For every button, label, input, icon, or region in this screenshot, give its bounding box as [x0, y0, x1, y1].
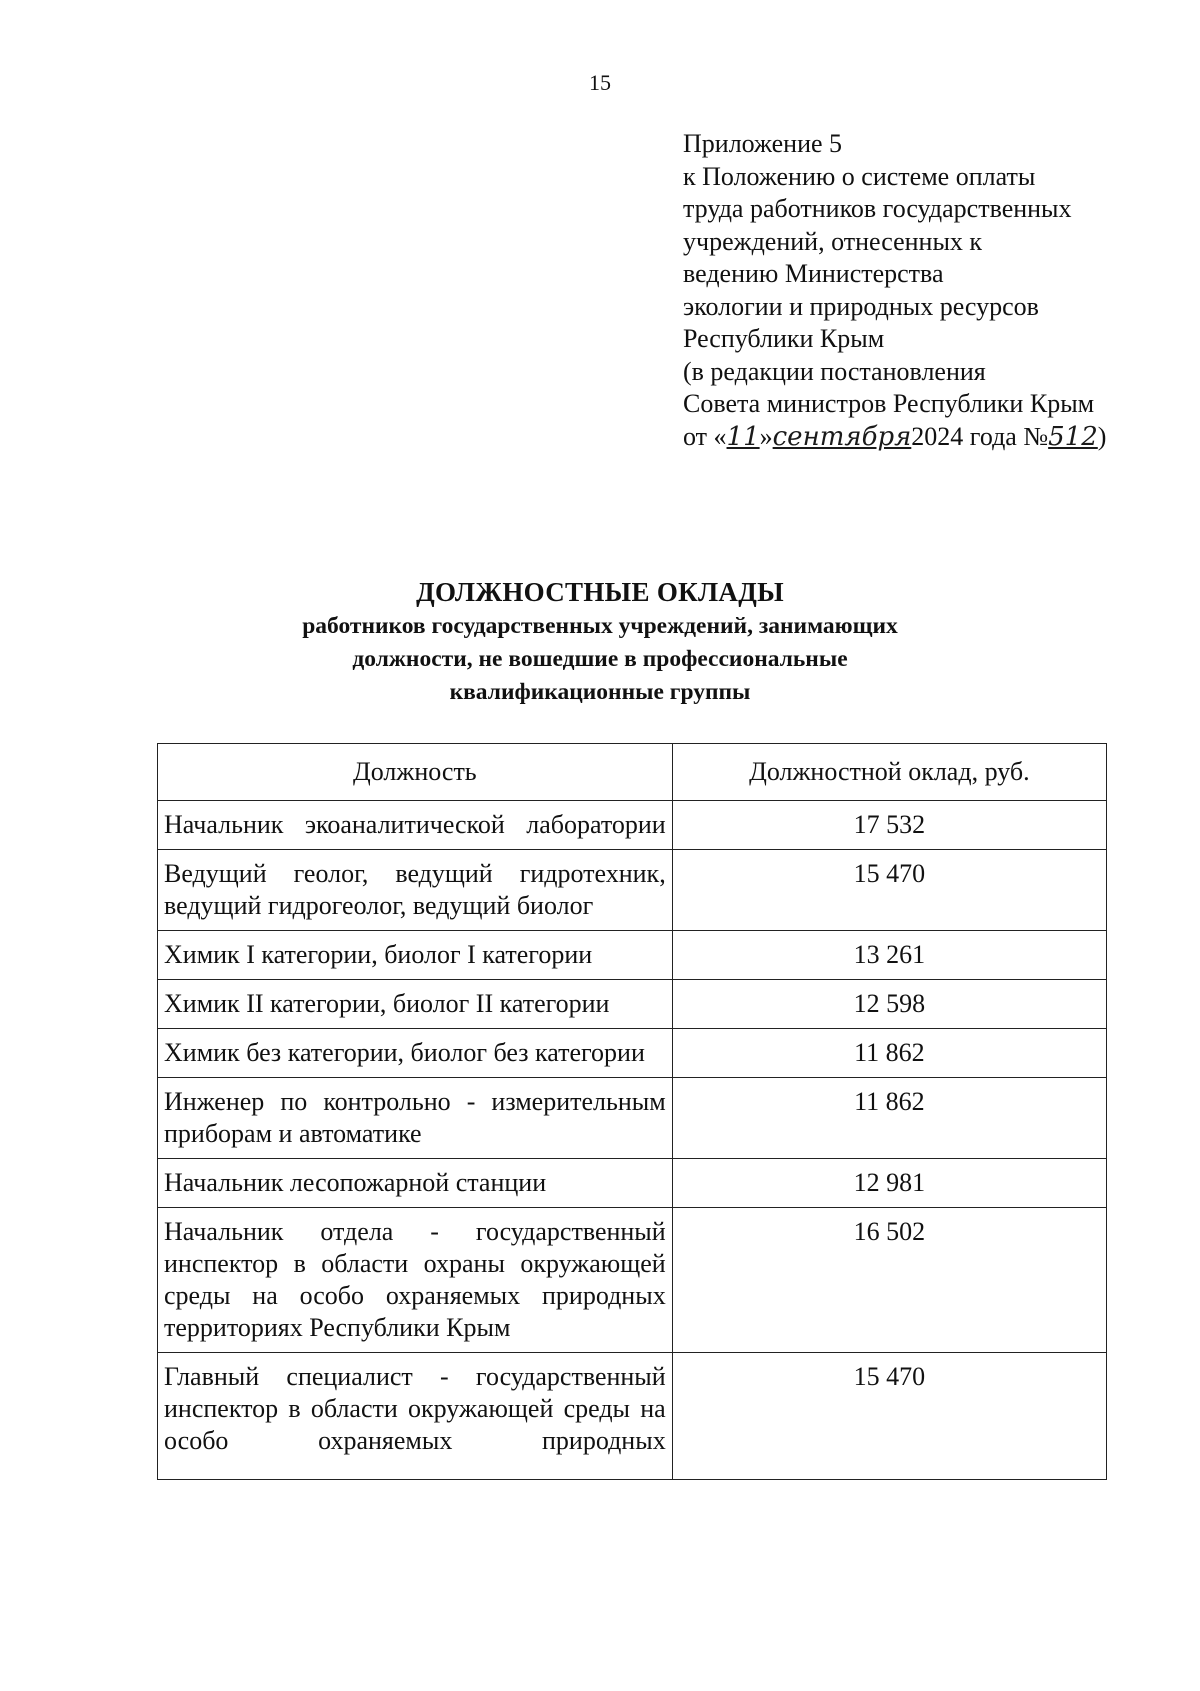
table-row — [158, 931, 1107, 980]
date-prefix: от « — [683, 421, 727, 451]
document-title-block — [0, 574, 1200, 709]
position-cell: Инженер по контрольно - измерительным приборам и автоматике — [158, 1078, 673, 1159]
table-row — [158, 1353, 1107, 1480]
position-cell: Химик без категории, биолог без категории — [158, 1029, 673, 1078]
salary-cell: 15 470 — [672, 1353, 1106, 1480]
table-row — [158, 980, 1107, 1029]
appendix-date-line — [683, 421, 1183, 454]
salary-cell: 12 981 — [672, 1159, 1106, 1208]
handwritten-day: 11 — [726, 421, 760, 452]
handwritten-month: сентября — [772, 421, 912, 452]
appendix-block — [683, 128, 1183, 453]
appendix-line: к Положению о системе оплаты — [683, 161, 1036, 191]
page-number: 15 — [589, 70, 611, 95]
salary-cell: 11 862 — [672, 1029, 1106, 1078]
salary-table — [157, 743, 1107, 1480]
salary-cell: 12 598 — [672, 980, 1106, 1029]
position-cell: Ведущий геолог, ведущий гидротехник, ведущий гидрогеолог, ведущий биолог — [158, 850, 673, 931]
handwritten-number: 512 — [1048, 421, 1098, 452]
date-quote-close: » — [759, 421, 773, 451]
salary-cell: 11 862 — [672, 1078, 1106, 1159]
salary-cell: 13 261 — [672, 931, 1106, 980]
position-cell: Химик II категории, биолог II категории — [158, 980, 673, 1029]
table-row — [158, 1029, 1107, 1078]
table-row — [158, 1078, 1107, 1159]
appendix-line: (в редакции постановления — [683, 356, 986, 386]
appendix-line: Республики Крым — [683, 324, 885, 353]
table-header-row — [158, 744, 1107, 801]
appendix-line: учреждений, отнесенных к — [683, 226, 983, 256]
document-subtitle-line: должности, не вошедшие в профессиональные — [352, 646, 848, 672]
salary-cell: 17 532 — [672, 801, 1106, 850]
document-subtitle-line: квалификационные группы — [449, 679, 751, 705]
table-row — [158, 801, 1107, 850]
table-row — [158, 850, 1107, 931]
document-subtitle-line: работников государственных учреждений, занимающих — [302, 613, 898, 639]
position-cell: Химик I категории, биолог I категории — [158, 931, 673, 980]
appendix-line: экологии и природных ресурсов — [683, 291, 1039, 321]
header-position: Должность — [158, 744, 673, 801]
date-year-text: 2024 года № — [911, 421, 1049, 451]
table-row — [158, 1208, 1107, 1353]
position-cell: Начальник экоаналитической лаборатории — [158, 801, 673, 850]
salary-cell: 15 470 — [672, 850, 1106, 931]
position-cell: Начальник отдела - государственный инспектор в области охраны окружающей среды на особо охраняемых природных территориях Республики Крым — [158, 1208, 673, 1353]
position-cell: Начальник лесопожарной станции — [158, 1159, 673, 1208]
appendix-line: труда работников государственных — [683, 194, 1072, 223]
salary-cell: 16 502 — [672, 1208, 1106, 1353]
document-title: ДОЛЖНОСТНЫЕ ОКЛАДЫ — [416, 577, 784, 607]
header-salary: Должностной оклад, руб. — [672, 744, 1106, 801]
appendix-line: ведению Министерства — [683, 259, 944, 288]
table-row — [158, 1159, 1107, 1208]
date-suffix: ) — [1097, 421, 1107, 451]
appendix-line: Совета министров Республики Крым — [683, 389, 1095, 418]
position-cell: Главный специалист - государственный инспектор в области окружающей среды на особо охраняемых природных — [158, 1353, 673, 1480]
appendix-line: Приложение 5 — [683, 129, 843, 158]
